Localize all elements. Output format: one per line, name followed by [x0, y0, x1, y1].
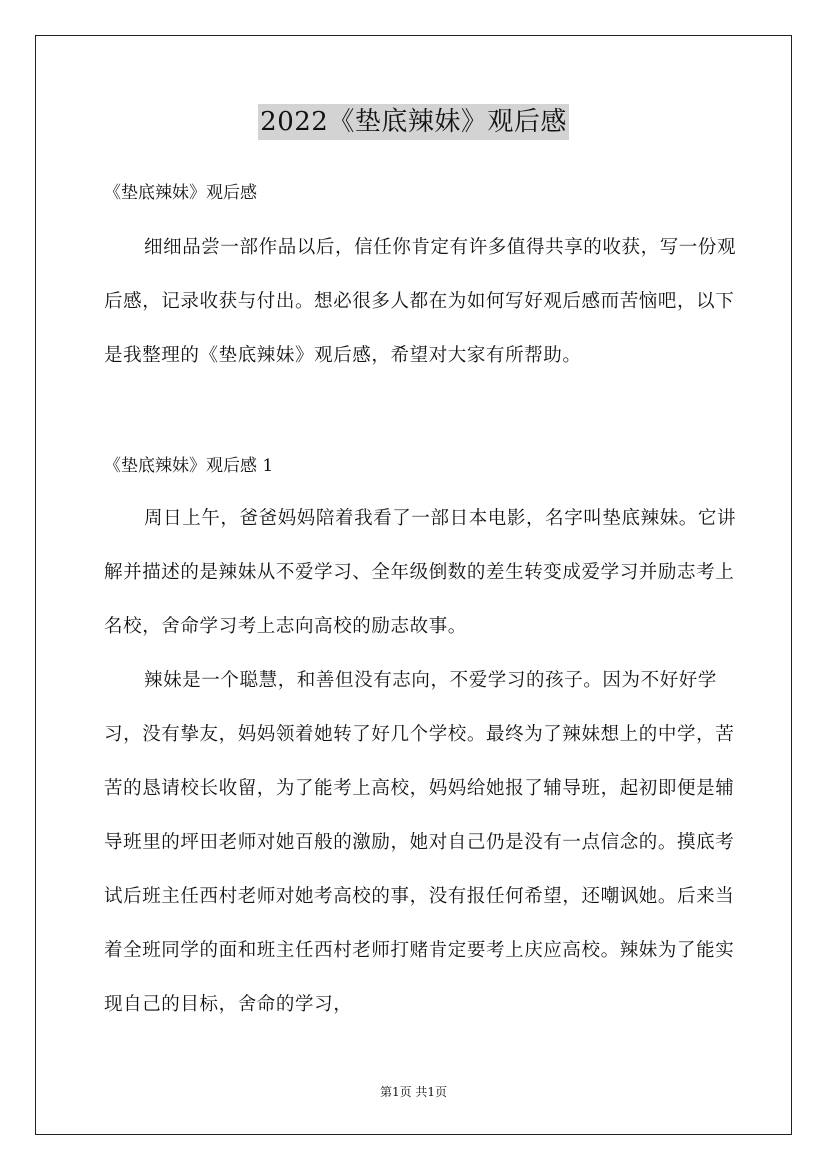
document-title: 2022《垫底辣妹》观后感	[258, 104, 569, 140]
section-heading: 《垫底辣妹》观后感 1	[104, 456, 274, 476]
intro-paragraph: 细细品尝一部作品以后，信任你肯定有许多值得共享的收获，写一份观后感，记录收获与付出。想必很多人都在为如何写好观后感而苦恼吧，以下是我整理的《垫底辣妹》观后感，希望对大家有所帮助。	[104, 237, 737, 366]
body-paragraph: 辣妹是一个聪慧，和善但没有志向，不爱学习的孩子。因为不好好学习，没有挚友，妈妈领着她转了好几个学校。最终为了辣妹想上的中学，苦苦的恳请校长收留，为了能考上高校，妈妈给她报了辅导班，起初即便是辅导班里的坪田老师对她百般的激励，她对自己仍是没有一点信念的。摸底考试后班主任西村老师对她考高校的事，没有报任何希望，还嘲讽她。后来当着全班同学的面和班主任西村老师打赌肯定要考上庆应高校。辣妹为了能实现自己的目标，舍命的学习，	[104, 670, 735, 1015]
body-paragraph: 周日上午，爸爸妈妈陪着我看了一部日本电影，名字叫垫底辣妹。它讲解并描述的是辣妹从不爱学习、全年级倒数的差生转变成爱学习并励志考上名校，舍命学习考上志向高校的励志故事。	[104, 508, 737, 637]
title-container	[0, 104, 827, 140]
page-number-footer: 第1页 共1页	[379, 1085, 448, 1099]
intro-heading: 《垫底辣妹》观后感	[104, 183, 257, 203]
